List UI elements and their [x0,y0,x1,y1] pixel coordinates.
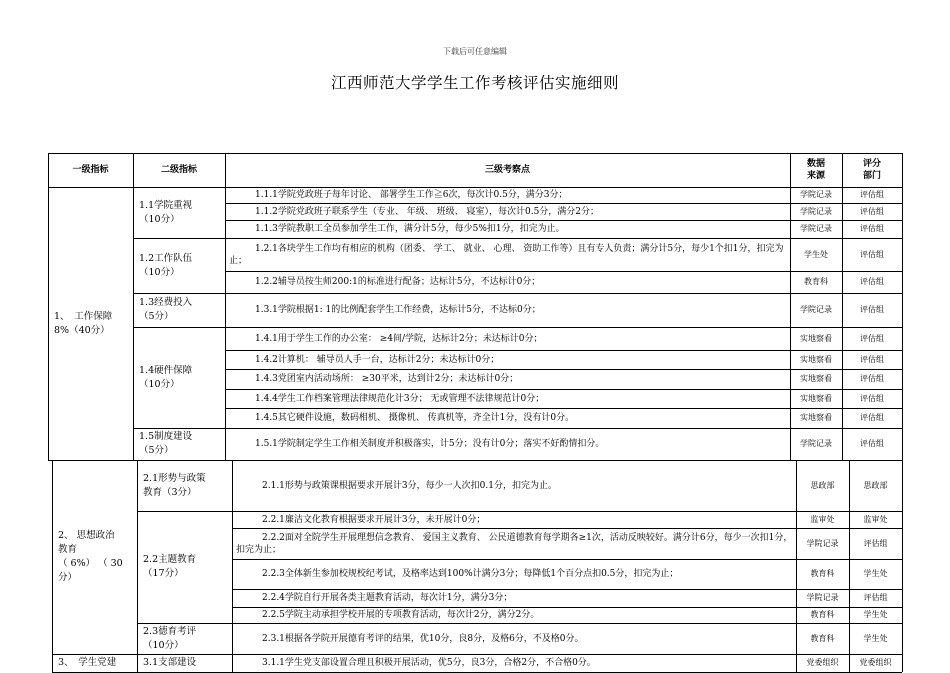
source-cell: 实地察看 [800,413,832,422]
source-cell: 实地察看 [800,374,832,383]
dept-cell: 评估组 [863,538,888,548]
source-cell: 实地察看 [800,354,832,364]
criterion-cell: 2.3.1根据各学院开展德育考评的结果，优10分，良8分，及格6分，不及格0分。 [262,633,584,644]
criterion-cell: 3.1.1学生党支部设置合理且积极开展活动，优5分，良3分，合格2分，不合格0分。 [262,658,596,668]
dept-cell: 评估组 [860,413,884,422]
source-cell: 学院记录 [806,593,839,602]
dept-cell: 评估组 [860,333,884,343]
criterion-cell: 2.2.1廉洁文化教育根据要求开展计3分，未开展计0分； [262,514,486,525]
dept-cell: 学生处 [863,633,888,643]
header-level3: 三级考察点 [484,165,530,175]
criterion-cell: 1.4.1用于学生工作的办公室： ≥4间/学院，达标计2分；未达标计0分； [255,333,543,344]
criterion-cell: 1.4.3党团室内活动场所： ≥30平米，达到计2分；未达标计0分； [255,374,519,384]
source-cell: 学生处 [804,249,828,259]
dept-cell: 评估组 [860,305,884,314]
criterion-cell: 1.3.1学院根据1: 1的比例配套学生工作经费，达标计5分，不达标0分； [255,305,541,315]
dept-cell: 监审处 [863,514,888,524]
level2-cell: 1.2工作队伍 （10分） [139,252,193,278]
criterion-cell: 1.4.2计算机： 辅导员人手一台，达标计2分；未达标计0分； [255,354,500,365]
dept-cell: 学生处 [863,569,888,578]
level2-cell: 2.2主题教育 （17分） [143,554,197,579]
dept-cell: 评估组 [860,439,884,448]
criterion-cell: 1.2.2辅导员按生师200:1的标准进行配备；达标计5分，不达标计0分； [255,277,541,287]
dept-cell: 思政部 [863,480,888,490]
dept-cell: 党委组织 [859,658,892,667]
criterion-cell: 1.2.1各块学生工作均有相应的机构（团委、 学工、 就业、 心理、 资助工作等）且有专人负责；满分计5分，每少1个扣1分，扣完为止； [229,243,784,266]
header-level1: 一级指标 [72,165,109,175]
header-note: 下载后可任意编辑 [443,47,507,56]
criterion-cell: 1.4.5其它硬件设施，数码相机、 摄像机、 传真机等，齐全计1分，没有计0分。 [255,413,575,423]
criterion-cell: 1.4.4学生工作档案管理法律规范化计3分； 无或管理不法律规范计0分； [255,393,545,404]
source-cell: 教育科 [810,569,835,578]
dept-cell: 评估组 [860,374,884,383]
criterion-cell: 1.1.2学院党政班子联系学生（专业、 年级、 班级、 寝室），每次计0.5分，满分2分； [255,206,600,217]
source-cell: 监审处 [810,514,835,524]
header-level2: 二级指标 [160,165,197,175]
header-dept: 评分 部门 [862,159,881,181]
source-cell: 学院记录 [800,439,832,448]
criterion-cell: 1.1.1学院党政班子每年讨论、 部署学生工作≧6次，每次计0.5分，满分3分； [255,190,568,200]
criterion-cell: 2.2.5学院主动承担学校开展的专项教育活动，每次计2分，满分2分。 [262,610,540,620]
level2-cell: 2.3德育考评 （10分） [143,625,197,651]
dept-cell: 评估组 [860,224,884,233]
criterion-cell: 2.2.4学院自行开展各类主题教育活动，每次计1分，满分3分； [262,593,513,603]
source-cell: 学院记录 [806,538,839,548]
criterion-cell: 2.1.1形势与政策课根据要求开展计3分，每少一人次扣0.1分，扣完为止。 [262,480,557,491]
dept-cell: 评估组 [860,354,884,364]
source-cell: 学院记录 [800,206,832,216]
source-cell: 学院记录 [800,190,832,199]
source-cell: 教育科 [810,633,835,643]
level1-cell: 2、 思想政治 教育 （ 6%） （ 30 分） [58,530,123,583]
source-cell: 教育科 [804,277,828,286]
dept-cell: 学生处 [863,610,888,619]
level2-cell: 3.1支部建设 [143,657,197,668]
source-cell: 教育科 [810,610,835,619]
level2-cell: 1.5制度建设 （5分） [139,431,193,456]
source-cell: 党委组织 [806,658,839,667]
dept-cell: 评估组 [860,206,884,216]
source-cell: 学院记录 [800,305,832,314]
source-cell: 实地察看 [800,333,832,343]
criterion-cell: 2.2.2面对全院学生开展理想信念教育、 爱国主义教育、 公民道德教育每学期各≥1次，活动反映较好。满分计6分，每少一次扣1分，扣完为止； [236,532,793,555]
dept-cell: 评估组 [860,393,884,403]
criterion-cell: 2.2.3全体新生参加校规校纪考试，及格率达到100%计满分3分；每降低1个百分点扣0.5分，扣完为止； [262,569,679,579]
level2-cell: 2.1形势与政策 教育（3分） [143,472,206,498]
level2-cell: 1.4硬件保障 （10分） [139,364,193,390]
dept-cell: 评估组 [860,190,884,199]
level2-cell: 1.1学院重视 （10分） [139,199,193,225]
dept-cell: 评估组 [860,277,884,286]
dept-cell: 评估组 [860,249,884,259]
level2-cell: 1.3经费投入 （5分） [139,297,193,322]
document-title: 江西师范大学学生工作考核评估实施细则 [330,74,619,92]
criterion-cell: 1.5.1学院制定学生工作相关制度并积极落实，计5分；没有计0分；落实不好酌情扣分。 [255,439,605,449]
source-cell: 学院记录 [800,224,832,233]
criterion-cell: 1.1.3学院教职工全员参加学生工作，满分计5分，每少5%扣1分，扣完为止。 [255,224,565,234]
level1-cell: 1、 工作保障 8%（40分） [54,310,113,336]
level1-cell: 3、 学生党建 [58,657,117,668]
header-source: 数据 来源 [806,159,825,181]
source-cell: 实地察看 [800,393,832,403]
dept-cell: 评估组 [863,593,888,602]
source-cell: 思政部 [810,480,835,490]
